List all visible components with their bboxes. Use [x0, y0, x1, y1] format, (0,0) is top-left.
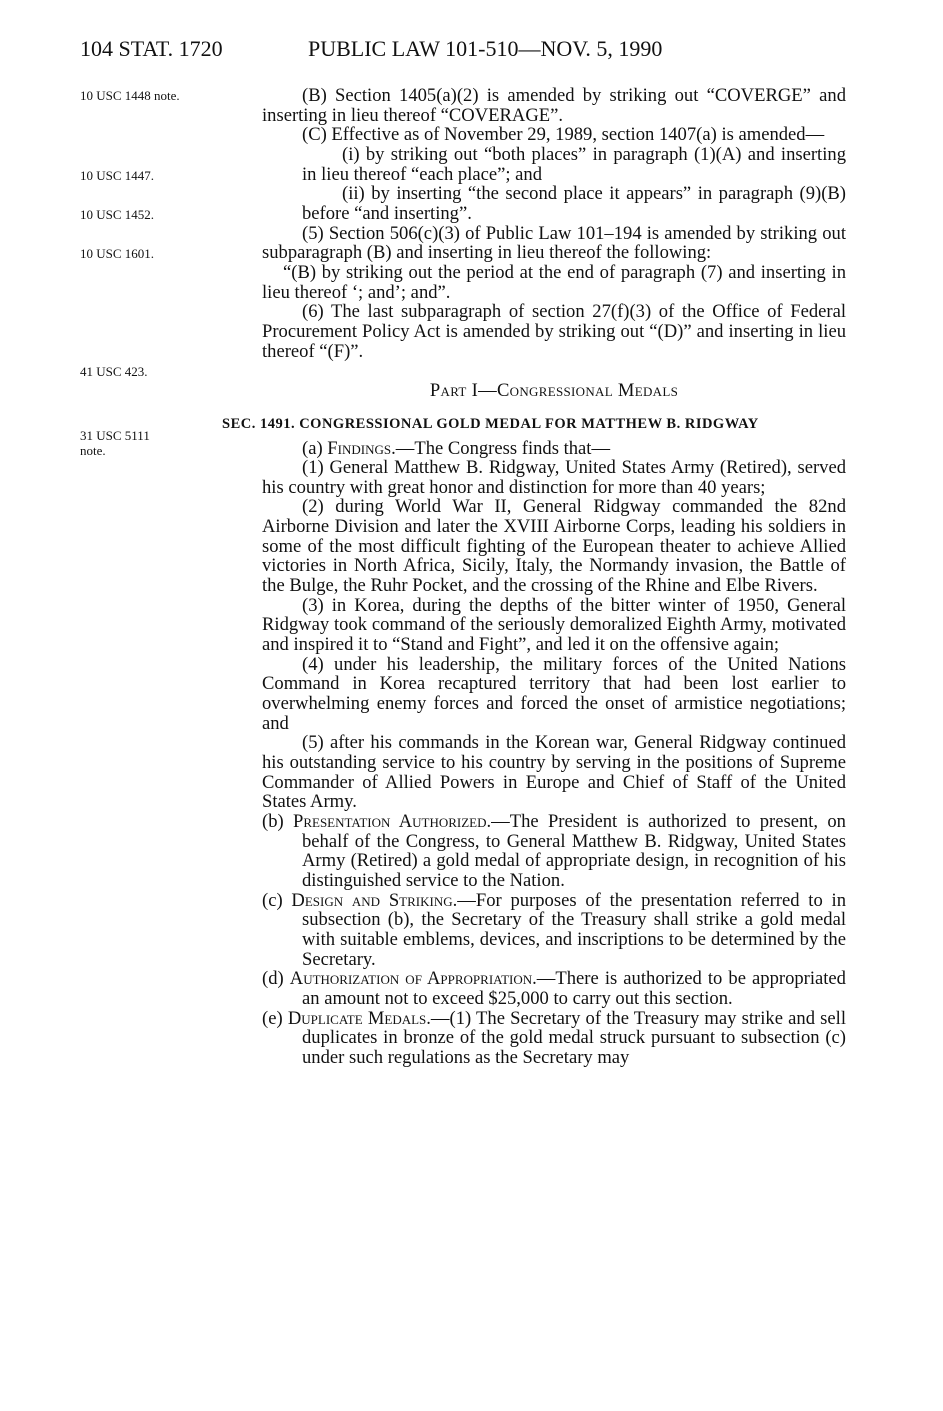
part-heading: Part I—Congressional Medals	[429, 380, 679, 402]
document-body	[222, 85, 846, 1068]
finding-1: (1) General Matthew B. Ridgway, United States Army (Retired), served his country with great honor and distinction for more than 40 years;	[262, 457, 846, 498]
running-header-title: PUBLIC LAW 101-510—NOV. 5, 1990	[308, 36, 663, 61]
finding-2: (2) during World War II, General Ridgway commanded the 82nd Airborne Division and later the XVIII Airborne Corps, leading his soldiers in some of the most difficult fighting of the European theater to achieve Allied victories in North Africa, Sicily, Italy, the Normandy invasion, the Battle of the Bulge, the Ruhr Pocket, and the crossing of the Rhine and Elbe Rivers.	[262, 496, 846, 597]
finding-4: (4) under his leadership, the military forces of the United Nations Command in Korea recaptured territory that had been lost earlier to overwhelming enemy forces and forced the onset of armistice negotiations; and	[262, 653, 846, 734]
subsection-a-label: (a)	[302, 437, 323, 459]
subsection-b-text: .—The President is authorized to present, on behalf of the Congress, to General Matthew B. Ridgway, United States Army (Retired) a gold medal of appropriate design, in recognition of his distinguished service to the Nation.	[302, 810, 846, 891]
subsection-a-title: Findings	[327, 437, 392, 459]
margin-note-10usc1448: 10 USC 1448 note.	[80, 88, 180, 103]
subsection-b-label: (b)	[262, 810, 284, 832]
subsection-c-text: .—For purposes of the presentation referred to in subsection (b), the Secretary of the Treasury shall strike a gold medal with suitable emblems, devices, and inscriptions to be determined by the Secretary.	[302, 889, 846, 970]
finding-3: (3) in Korea, during the depths of the bitter winter of 1950, General Ridgway took command of the seriously demoralized Eighth Army, motivated and inspired it to “Stand and Fight”, and led it on the offensive again;	[262, 594, 846, 656]
subsection-d-text: .—There is authorized to be appropriated an amount not to exceed $25,000 to carry out this section.	[302, 968, 846, 1009]
statute-page-number: 104 STAT. 1720	[80, 36, 223, 61]
para-c: (C) Effective as of November 29, 1989, section 1407(a) is amended—	[302, 124, 825, 146]
subsection-c-title: Design and Striking	[291, 889, 453, 911]
subsection-e	[262, 1009, 846, 1068]
subsection-c-label: (c)	[262, 889, 283, 911]
margin-note-41usc423: 41 USC 423.	[80, 364, 148, 379]
para-6: (6) The last subparagraph of section 27(f)(3) of the Office of Federal Procurement Policy Act is amended by striking out “(D)” and inserting in lieu thereof “(F)”.	[262, 301, 846, 362]
subsection-e-text: .—(1) The Secretary of the Treasury may strike and sell duplicates in bronze of the gold medal struck pursuant to subsection (c) under such regulations as the Secretary may	[302, 1007, 846, 1068]
para-c-ii: (ii) by inserting “the second place it appears” in paragraph (9)(B) before “and inserting”.	[302, 183, 846, 224]
margin-note-10usc1447: 10 USC 1447.	[80, 168, 155, 183]
margin-note-10usc1452: 10 USC 1452.	[80, 207, 155, 222]
subsection-e-label: (e)	[262, 1007, 283, 1029]
subsection-d	[262, 969, 846, 1008]
para-5-quote: “(B) by striking out the period at the end of paragraph (7) and inserting in lieu thereof ‘; and’; and”.	[262, 261, 846, 303]
subsection-b-title: Presentation Authorized	[293, 810, 487, 832]
subsection-a	[262, 439, 846, 459]
subsection-c	[262, 891, 846, 970]
para-c-i: (i) by striking out “both places” in paragraph (1)(A) and inserting in lieu thereof “each place”; and	[302, 143, 846, 185]
margin-note-10usc1601: 10 USC 1601.	[80, 246, 155, 261]
finding-5: (5) after his commands in the Korean war, General Ridgway continued his outstanding service to his country by serving in the positions of Supreme Commander of Allied Powers in Europe and Chief of Staff of the United States Army.	[262, 732, 846, 813]
subsection-a-text: .—The Congress finds that—	[391, 437, 611, 459]
para-b: (B) Section 1405(a)(2) is amended by striking out “COVERGE” and inserting in lieu thereof “COVERAGE”.	[262, 85, 846, 126]
subsection-d-label: (d)	[262, 968, 284, 990]
section-heading: SEC. 1491. CONGRESSIONAL GOLD MEDAL FOR MATTHEW B. RIDGWAY	[222, 415, 759, 432]
subsection-b	[262, 812, 846, 891]
subsection-d-title: Authorization of Appropriation	[289, 968, 533, 990]
subsection-e-title: Duplicate Medals	[287, 1007, 427, 1029]
margin-note-31usc5111: 31 USC 5111 note.	[80, 428, 150, 458]
para-5: (5) Section 506(c)(3) of Public Law 101–194 is amended by striking out subparagraph (B) and inserting in lieu thereof the following:	[262, 222, 846, 264]
